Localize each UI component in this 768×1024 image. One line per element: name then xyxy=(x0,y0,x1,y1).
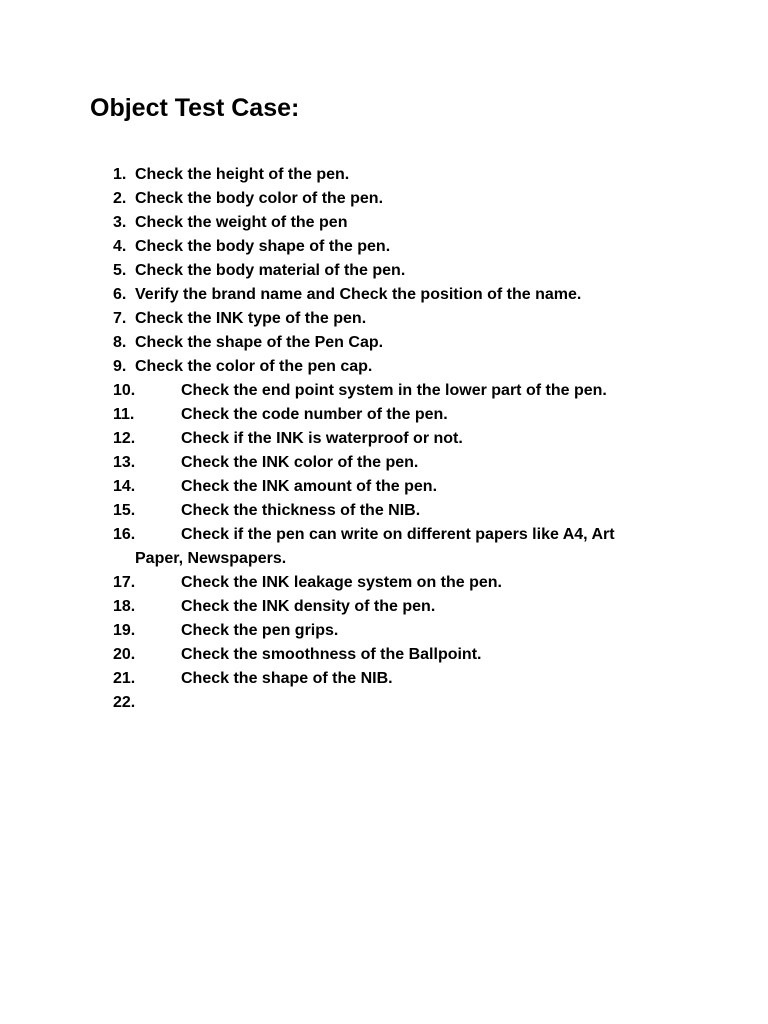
item-number: 10. xyxy=(113,382,136,399)
test-case-list xyxy=(0,163,768,715)
item-text: Check the weight of the pen xyxy=(135,214,348,231)
list-item xyxy=(0,163,768,187)
item-text: Check the body material of the pen. xyxy=(135,262,406,279)
list-item xyxy=(0,403,768,427)
item-number: 15. xyxy=(113,502,136,519)
list-item xyxy=(0,523,768,571)
item-text: Check the body shape of the pen. xyxy=(135,238,391,255)
item-number: 14. xyxy=(113,478,136,495)
item-text: Check if the pen can write on different papers like A4, Art xyxy=(181,526,615,543)
list-item xyxy=(0,355,768,379)
list-item xyxy=(0,331,768,355)
item-text: Check the INK color of the pen. xyxy=(181,454,419,471)
list-item xyxy=(0,571,768,595)
list-item xyxy=(0,595,768,619)
list-item xyxy=(0,451,768,475)
item-text: Check the color of the pen cap. xyxy=(135,358,373,375)
page-title: Object Test Case: xyxy=(90,94,300,122)
item-number: 7. xyxy=(113,310,127,327)
item-number: 6. xyxy=(113,286,127,303)
item-number: 8. xyxy=(113,334,127,351)
item-text: Verify the brand name and Check the position of the name. xyxy=(135,286,582,303)
list-item xyxy=(0,499,768,523)
item-number: 18. xyxy=(113,598,136,615)
item-text: Check the INK type of the pen. xyxy=(135,310,367,327)
item-text: Check the pen grips. xyxy=(181,622,339,639)
item-number: 1. xyxy=(113,166,127,183)
item-number: 3. xyxy=(113,214,127,231)
item-text: Check the shape of the NIB. xyxy=(181,670,393,687)
list-item xyxy=(0,259,768,283)
list-item xyxy=(0,283,768,307)
item-number: 22. xyxy=(113,694,136,711)
list-item xyxy=(0,643,768,667)
item-text: Check the end point system in the lower part of the pen. xyxy=(181,382,607,399)
item-text: Check the body color of the pen. xyxy=(135,190,384,207)
list-item xyxy=(0,667,768,691)
list-item xyxy=(0,235,768,259)
item-text: Check the smoothness of the Ballpoint. xyxy=(181,646,482,663)
item-number: 21. xyxy=(113,670,136,687)
item-text: Check the height of the pen. xyxy=(135,166,350,183)
item-text: Check the INK leakage system on the pen. xyxy=(181,574,502,591)
item-number: 12. xyxy=(113,430,136,447)
item-number: 19. xyxy=(113,622,136,639)
list-item xyxy=(0,379,768,403)
item-text: Check if the INK is waterproof or not. xyxy=(181,430,463,447)
item-text: Check the shape of the Pen Cap. xyxy=(135,334,384,351)
list-item xyxy=(0,475,768,499)
item-text-continuation: Paper, Newspapers. xyxy=(135,550,287,567)
item-number: 17. xyxy=(113,574,136,591)
list-item xyxy=(0,619,768,643)
item-text: Check the INK density of the pen. xyxy=(181,598,436,615)
item-text: Check the code number of the pen. xyxy=(181,406,448,423)
item-number: 16. xyxy=(113,526,136,543)
list-item xyxy=(0,691,768,715)
item-text: Check the thickness of the NIB. xyxy=(181,502,421,519)
item-number: 13. xyxy=(113,454,136,471)
list-item xyxy=(0,211,768,235)
list-item xyxy=(0,187,768,211)
item-number: 11. xyxy=(113,406,135,423)
item-number: 20. xyxy=(113,646,136,663)
list-item xyxy=(0,427,768,451)
item-number: 4. xyxy=(113,238,127,255)
item-number: 2. xyxy=(113,190,127,207)
list-item xyxy=(0,307,768,331)
item-number: 5. xyxy=(113,262,127,279)
item-number: 9. xyxy=(113,358,127,375)
item-text: Check the INK amount of the pen. xyxy=(181,478,438,495)
